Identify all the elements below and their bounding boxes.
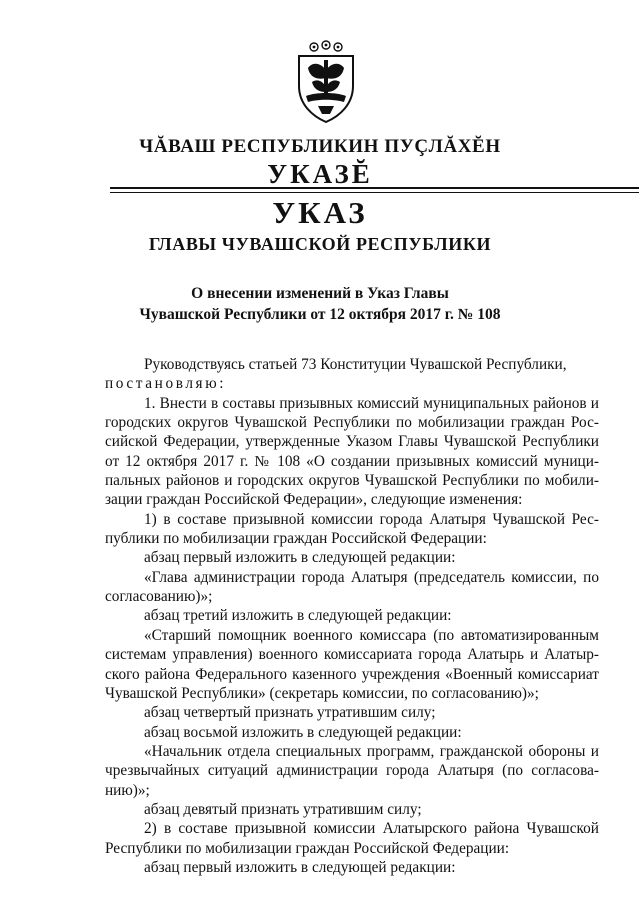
chuvash-emblem-icon (290, 38, 362, 124)
header-divider (110, 187, 639, 193)
paragraph-preamble: Руководствуясь статьей 73 Конституции Чувашской Республики, (144, 356, 567, 373)
paragraph: «Начальник отдела специальных программ, гражданской обороны и чрезвычайных ситуаций администрации города Алатыря (по согласованию)»; (105, 742, 599, 799)
paragraph: абзац четвертый признать утратившим силу; (144, 704, 436, 722)
paragraph: абзац девятый признать утратившим силу; (144, 800, 422, 818)
document-body (105, 355, 599, 877)
paragraph-subitem-1: 1) в составе призывной комиссии города Алатыря Чувашской Республики по мобилизации граждан Российской Федерации: (105, 510, 599, 548)
header-ukaz: УКАЗ (272, 195, 368, 230)
paragraph: «Глава администрации города Алатыря (председатель комиссии, по согласованию)»; (105, 568, 599, 606)
paragraph: абзац первый изложить в следующей редакции: (144, 858, 456, 876)
header-chuvash-ukaz: УКАЗĔ (267, 159, 373, 189)
paragraph-subitem-2: 2) в составе призывной комиссии Алатырского района Чувашской Республики по мобилизации граждан Российской Федерации: (105, 820, 599, 857)
header-chuvash-line: ЧĂВАШ РЕСПУБЛИКИН ПУÇЛĂХĔН (139, 136, 501, 157)
paragraph: абзац первый изложить в следующей редакции: (144, 549, 456, 567)
title-line-2: Чувашской Республики от 12 октября 2017 г. № 108 (139, 306, 501, 323)
paragraph: абзац третий изложить в следующей редакции: (144, 607, 452, 625)
title-line-1: О внесении изменений в Указ Главы (191, 285, 449, 302)
paragraph-postanovlyayu: постановляю: (105, 375, 227, 393)
paragraph-item-1: 1. Внести в составы призывных комиссий муниципальных районов и городских округов Чувашской Республики по мобилизации граждан Российской Федерации, утвержденные Указом Главы Чувашской Республики от 12 октября 2017 г. № 108 «О создании призывных комиссий муниципальных районов и городских округов Чувашской Республики по мобилизации граждан Российской Федерации», следующие изменения: (105, 394, 599, 509)
header-glavy: ГЛАВЫ ЧУВАШСКОЙ РЕСПУБЛИКИ (148, 234, 492, 254)
paragraph: абзац восьмой изложить в следующей редакции: (144, 723, 462, 741)
paragraph: «Старший помощник военного комиссара (по автоматизированным системам управления) военного комиссариата города Алатырь и Алатырского района Федерального казенного учреждения «Военный комиссариат Чувашской Республики» (секретарь комиссии, по согласованию)»; (105, 626, 599, 702)
document-title (0, 283, 640, 325)
